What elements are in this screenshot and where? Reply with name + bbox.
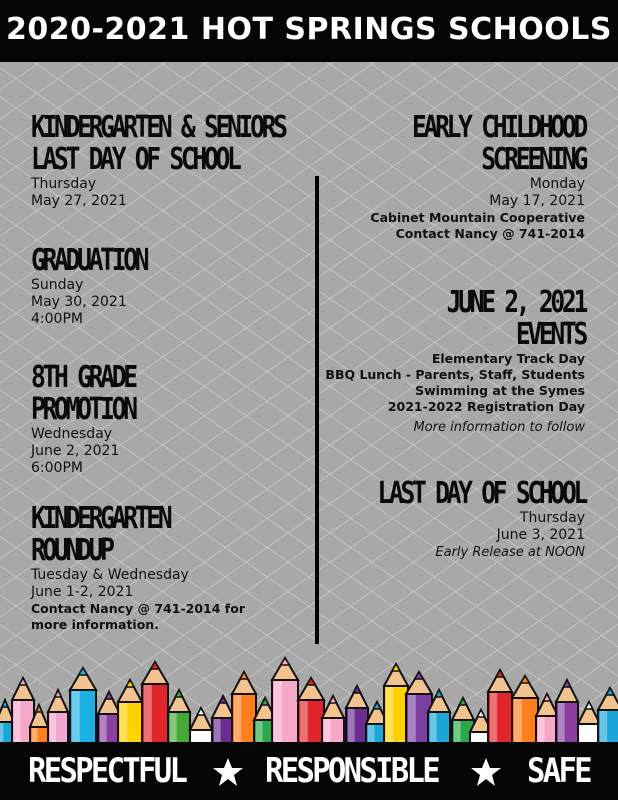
event-contact: Contact Nancy @ 741-2014 [395,226,585,241]
section-title: SCREENING [481,142,585,177]
event-item: 2021-2022 Registration Day [387,399,585,414]
event-date: May 17, 2021 [489,193,585,209]
event-time: 6:00PM [31,460,83,476]
section-title: GRADUATION [31,243,147,278]
pencil [70,668,96,745]
pencil [488,670,512,745]
section-title: 8TH GRADE [31,360,135,395]
section-title: KINDERGARTEN & SENIORS [31,110,285,145]
event-date: June 3, 2021 [496,527,585,543]
pencil [48,690,68,745]
event-item: BBQ Lunch - Parents, Staff, Students [325,367,585,382]
star-icon [470,756,502,788]
section-title: LAST DAY OF SCHOOL [31,142,239,177]
pencil [578,702,600,745]
pencil [98,692,120,745]
event-day: Thursday [31,176,97,192]
section-june-2-events [315,287,585,436]
section-kinder-seniors-last-day [31,112,321,210]
pencil [598,688,618,745]
event-day: Sunday [31,277,84,293]
pencil [142,662,168,745]
event-day: Tuesday & Wednesday [31,567,189,583]
section-title: ROUNDUP [31,533,112,568]
motto-respectful: RESPECTFUL [28,751,186,791]
event-note: Early Release at NOON [435,545,585,560]
section-last-day-of-school [315,478,585,561]
section-title: KINDERGARTEN [31,501,170,536]
pencil [190,708,212,745]
pencil [512,676,538,745]
motto-responsible: RESPONSIBLE [265,751,438,791]
event-item: Swimming at the Symes [415,383,585,398]
section-title: LAST DAY OF SCHOOL [377,476,585,511]
page-title: 2020-2021 HOT SPRINGS SCHOOLS [5,12,612,47]
pencil [536,694,558,745]
event-date: May 27, 2021 [31,193,127,209]
event-time: 4:00PM [31,311,83,327]
pencil [346,686,368,745]
motto-safe: SAFE [527,751,590,791]
event-item: Elementary Track Day [431,351,585,366]
pencil [322,696,344,745]
star-icon [212,756,244,788]
event-date: June 2, 2021 [31,443,120,459]
event-contact: Contact Nancy @ 741-2014 for [31,601,245,616]
event-date: May 30, 2021 [31,294,127,310]
pencil [556,680,578,745]
pencil [168,690,190,745]
section-graduation [31,245,291,328]
footer-bar [0,742,618,800]
section-early-childhood-screening [315,112,585,242]
pencil [232,672,256,745]
pencil [118,680,142,745]
event-organization: Cabinet Mountain Cooperative [370,210,585,225]
colored-pencils-illustration [0,650,618,745]
pencil [384,664,408,745]
event-contact: more information. [31,617,159,632]
section-title: EVENTS [515,317,585,352]
header-bar [0,0,618,62]
section-kindergarten-roundup [31,503,291,633]
pencil [272,658,298,745]
event-day: Thursday [519,510,585,526]
section-title: PROMOTION [31,392,135,427]
pencil [298,678,324,745]
section-title: JUNE 2, 2021 [446,285,585,320]
event-date: June 1-2, 2021 [31,584,134,600]
event-day: Monday [529,176,585,192]
section-title: EARLY CHILDHOOD [412,110,585,145]
event-note: More information to follow [413,420,585,435]
pencil [212,696,234,745]
event-day: Wednesday [31,426,113,442]
section-8th-grade-promotion [31,362,291,477]
